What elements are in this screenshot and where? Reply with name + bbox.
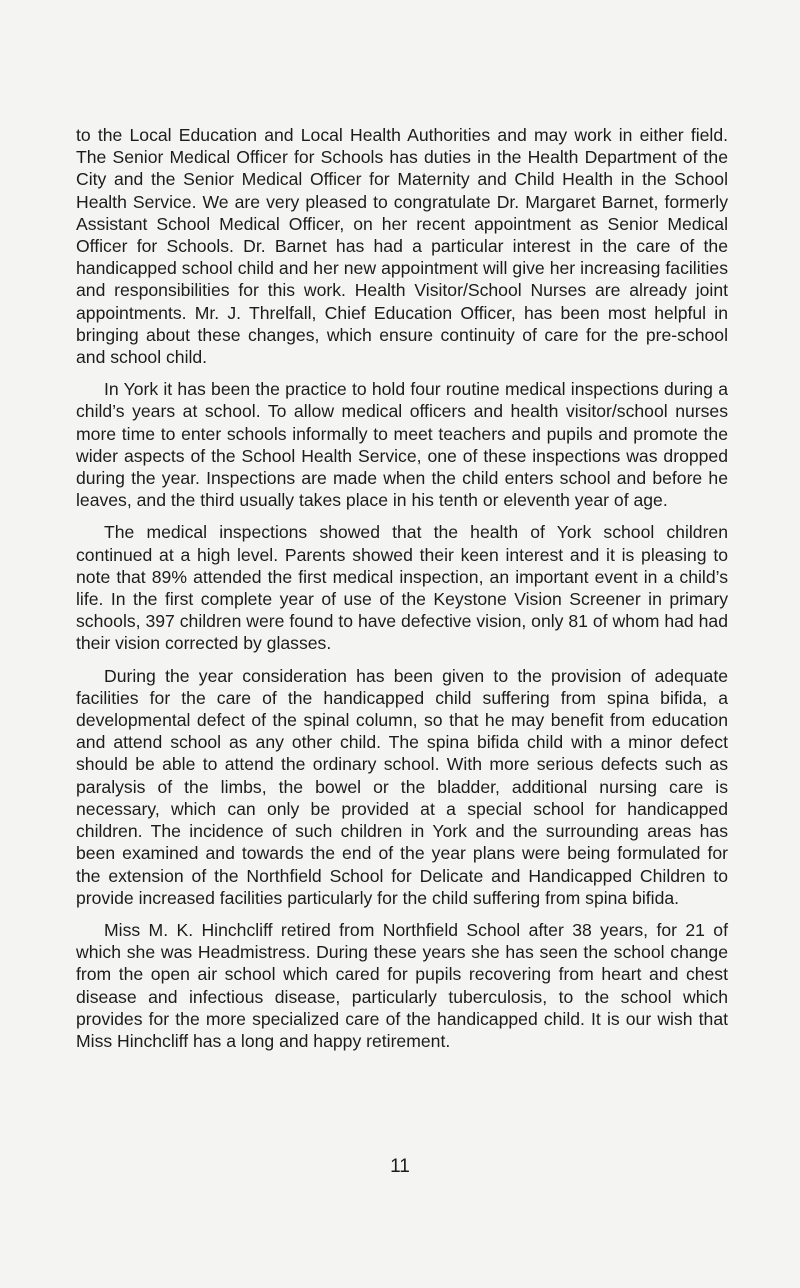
paragraph-3: The medical inspections showed that the health of York school children continued at a high level. Parents showed their keen interest and it is pleasing to note that 89% attended the first medical inspection, an important event in a child’s life. In the first complete year of use of the Keystone Vision Screener in primary schools, 397 children were found to have defective vision, only 81 of whom had had their vision corrected by glasses. [76, 522, 728, 654]
paragraph-5: Miss M. K. Hinchcliff retired from Northfield School after 38 years, for 21 of which she was Headmistress. During these years she has seen the school change from the open air school which cared for pupils recovering from heart and chest disease and infectious disease, particularly tuberculosis, to the school which provides for the more specialized care of the handicapped child. It is our wish that Miss Hinchcliff has a long and happy retirement. [76, 919, 728, 1051]
paragraph-2: In York it has been the practice to hold four routine medical inspections during a child’s years at school. To allow medical officers and health visitor/school nurses more time to enter schools informally to meet teachers and pupils and promote the wider aspects of the School Health Service, one of these inspections was dropped during the year. Inspections are made when the child enters school and before he leaves, and the third usually takes place in his tenth or eleventh year of age. [76, 379, 728, 511]
body-text [76, 124, 728, 1062]
paragraph-4: During the year consideration has been given to the provision of adequate facilities for the care of the handicapped child suffering from spina bifida, a developmental defect of the spinal column, so that he may benefit from education and attend school as any other child. The spina bifida child with a minor defect should be able to attend the ordinary school. With more serious defects such as paralysis of the limbs, the bowel or the bladder, additional nursing care is necessary, which can only be provided at a special school for handicapped children. The incidence of such children in York and the surrounding areas has been examined and towards the end of the year plans were being formulated for the extension of the Northfield School for Delicate and Handicapped Children to provide increased facilities particularly for the child suffering from spina bifida. [76, 665, 728, 908]
paragraph-1: to the Local Education and Local Health Authorities and may work in either field. The Senior Medical Officer for Schools has duties in the Health Department of the City and the Senior Medical Officer for Maternity and Child Health in the School Health Service. We are very pleased to congratulate Dr. Margaret Barnet, formerly Assistant School Medical Officer, on her recent appointment as Senior Medical Officer for Schools. Dr. Barnet has had a particular interest in the care of the handicapped school child and her new appointment will give her increasing facilities and responsibilities for this work. Health Visitor/School Nurses are already joint appointments. Mr. J. Threlfall, Chief Education Officer, has been most helpful in bringing about these changes, which ensure continuity of care for the pre-school and school child. [76, 125, 728, 368]
page-number: 11 [390, 1156, 410, 1177]
